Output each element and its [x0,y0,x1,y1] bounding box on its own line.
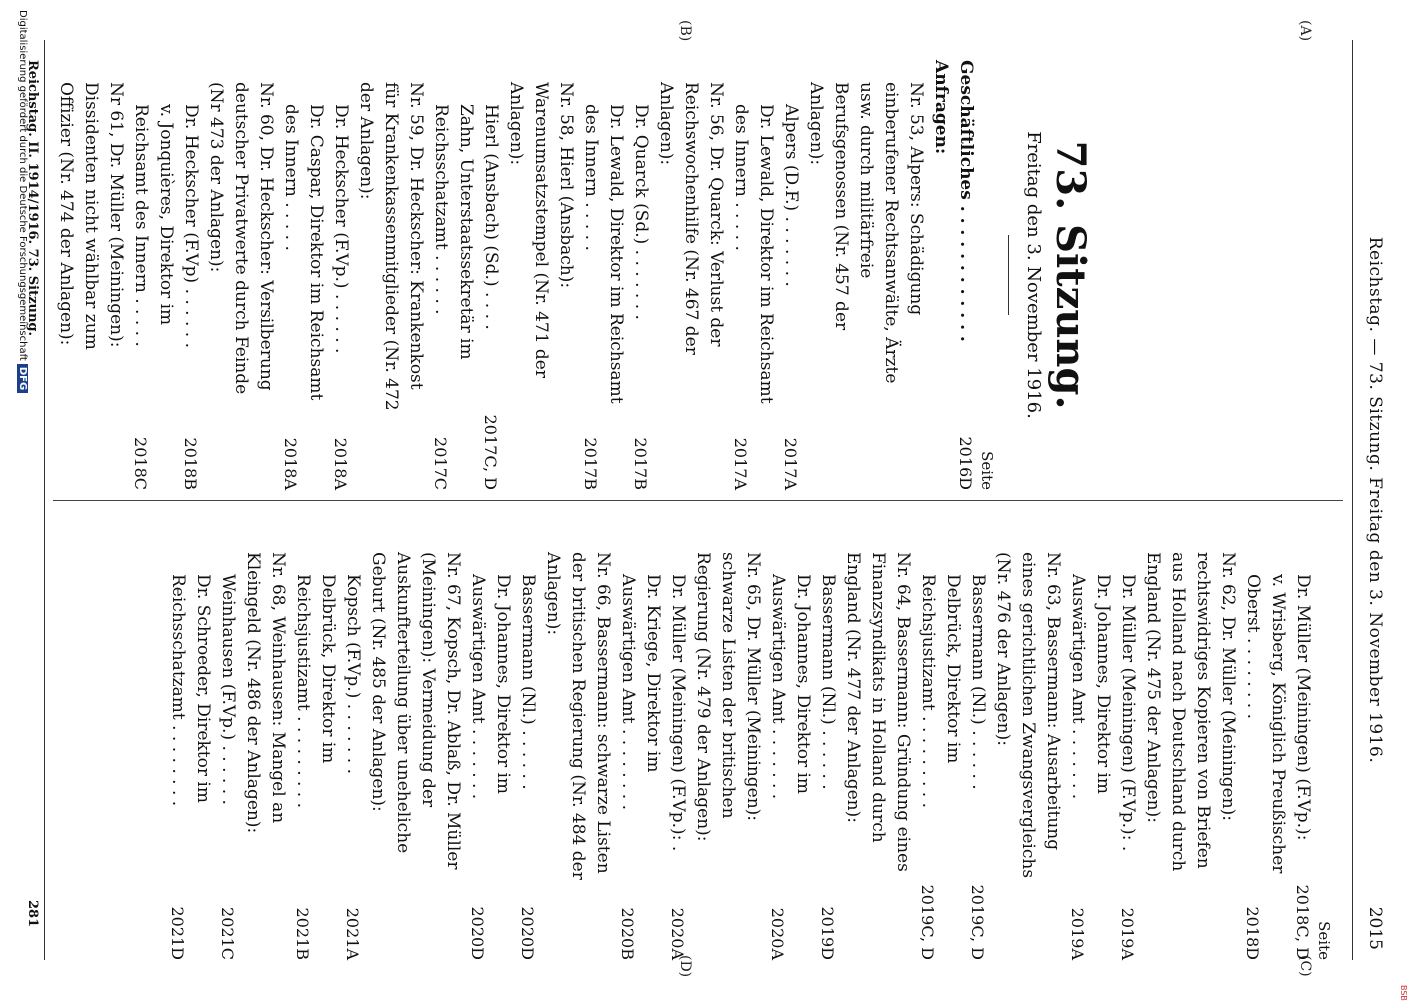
entry-text: Dr. Caspar, Direktor im Reichsamt des Innern . . . . . [281,104,326,401]
entry-text: Nr. 68, Weinhausen: Mangel an Kleingeld (Nr. 486 der Anlagen): [243,552,288,834]
left-entry [128,60,178,490]
entry-text: Nr. 53, Alpers: Schädigung einberufener Rechtsanwälte, Ärzte usw. durch militärfreie Berufsgenossen (Nr. 457 der Anlagen): [806,82,926,384]
page-header [1338,0,1413,1000]
entry-text: Delbrück, Direktor im Reichsjustizamt . . . . . . . . . [918,574,963,809]
entry-page-ref: 2021D [168,906,187,960]
right-entry [665,530,690,960]
entry-text: Dr. Kriege, Direktor im Auswärtigen Amt . . . . . . . . [618,574,663,811]
left-entry [728,60,778,490]
left-column [53,60,1333,490]
session-title: 73. Sitzung. [1047,140,1094,410]
right-entries [165,530,1315,960]
right-entry [215,530,240,960]
entry-page-ref: 2020D [518,906,537,960]
entry-text: Delbrück, Direktor im Reichsjustizamt . . . . . . . . . [293,574,338,809]
title-rule [1008,235,1009,315]
right-entry [515,530,540,960]
entry-page-ref: 2020B [618,907,637,960]
entry-text: Nr. 67, Kopsch, Dr. Ablaß, Dr. Müller (Meiningen): Vermeidung der Auskunfterteilung über uneheliche Geburt (Nr. 485 der Anlagen): [368,552,463,870]
seite-label-right: Seite [1315,921,1333,960]
left-entry [628,60,653,490]
entry-text: Nr. 62, Dr. Müller (Meiningen): rechtswidriges Kopieren von Briefen aus Holland nach Deutschland durch England (Nr. 475 der Anlagen): [1143,552,1238,872]
left-entry [803,60,928,490]
left-entries [53,60,978,490]
right-entry [340,530,365,960]
running-title: Reichstag. — 73. Sitzung. Freitag den 3. November 1916. [1365,236,1385,764]
left-entry [953,60,978,490]
entry-text: Nr 61, Dr. Müller (Meiningen): Dissidenten nicht wählbar zum Offizier (Nr. 474 der Anlagen): [56,82,126,350]
entry-page-ref: 2018D [1243,906,1262,960]
right-entry [615,530,665,960]
footer-rule [44,40,45,960]
margin-marker-d: (D) [677,955,693,978]
entry-page-ref: 2017C [431,437,450,490]
entry-page-ref: 2017B [631,437,650,490]
right-entry [1140,530,1240,960]
right-entry [1240,530,1290,960]
entry-text: Dr. Lewald, Direktor im Reichsamt des Innern . . . . . [581,104,626,404]
entry-text: Geschäftliches . . . . . . . . . . . . [956,60,976,342]
entry-text: Dr. Quarck (Sd.) . . . . . . . [631,104,651,320]
entry-text: Dr. Heckscher (F.Vp) . . . . . . [181,104,201,349]
left-entry [778,60,803,490]
left-entry [928,60,953,490]
entry-page-ref: 2018B [181,437,200,490]
right-entry [1290,530,1315,960]
entry-text: Nr. 58, Hierl (Ansbach): Warenumsatzstempel (Nr. 471 der Anlagen): [506,82,576,378]
session-date: Freitag den 3. November 1916. [1023,131,1044,419]
entry-text: Nr. 66, Bassermann: schwarze Listen der britischen Regierung (Nr. 484 der Anlagen): [543,552,613,880]
right-entry [915,530,965,960]
right-entry [840,530,915,960]
entry-text: Dr. Lewald, Direktor im Reichsamt des Innern . . . . . [731,104,776,404]
entry-text: Nr. 59, Dr. Heckscher: Krankenkost für Krankenkassenmitglieder (Nr. 472 der Anlagen): [356,82,426,411]
margin-marker-b: (B) [677,20,693,42]
entry-page-ref: 2018A [331,437,350,490]
entry-page-ref: 2018A [281,437,300,490]
entry-page-ref: 2020A [668,907,687,960]
entry-text: Dr. Müller (Meiningen) (F.Vp.): . [1118,574,1138,852]
right-entry [290,530,340,960]
right-entry [365,530,465,960]
column-divider [53,500,1343,501]
right-entry [765,530,815,960]
footer-right: 281 [25,900,40,928]
margin-marker-a: (A) [1297,20,1313,42]
right-entry [965,530,990,960]
right-entry [240,530,290,960]
entry-page-ref: 2018C [131,437,150,490]
left-entry [178,60,203,490]
entry-text: Nr. 63, Bassermann: Ausarbeitung eines gerichtlichen Zwangsvergleichs (Nr. 476 der Anlagen): [993,552,1063,879]
entry-text: Weinhausen (F.Vp.) . . . . . . [218,574,238,805]
left-entry [503,60,578,490]
footer-left: Reichstag. II. 1914/1916. 73. Sitzung. [25,60,40,337]
right-entry [465,530,515,960]
entry-text: Dr. Johannes, Direktor im Auswärtigen Amt . . . . . . . [468,574,513,800]
entry-page-ref: 2017C, D [481,414,500,490]
page-number: 2015 [1365,906,1385,950]
margin-marker-c: (C) [1297,955,1313,977]
left-entry [653,60,728,490]
entry-text: Bassermann (Nl.) . . . . . . [518,574,538,790]
entry-page-ref: 2021B [293,907,312,960]
right-entry [165,530,215,960]
entry-page-ref: 2016D [956,436,975,490]
entry-page-ref: 2018C, D [1293,884,1312,960]
right-entry [990,530,1065,960]
right-entry [1065,530,1115,960]
entry-text: Zahn, Unterstaatssekretär im Reichsschatzamt . . . . . . [431,104,476,360]
credit-text: Digitalisierung gefördert durch die Deutsche Forschungsgemeinschaft [17,10,28,361]
entry-page-ref: 2020A [768,907,787,960]
left-entry [353,60,428,490]
entry-page-ref: 2019A [1068,907,1087,960]
right-entry [1115,530,1140,960]
entry-text: Bassermann (Nl.) . . . . . . [968,574,988,790]
entry-text: Dr. Schroeder, Direktor im Reichsschatzamt . . . . . . . . [168,574,213,807]
entry-text: Nr. 60, Dr. Heckscher: Versilberung deutscher Privatwerte durch Feinde (Nr 473 der Anlagen): [206,82,276,395]
entry-page-ref: 2021A [343,907,362,960]
entry-text: Kopsch (F.Vp.) . . . . . . . [343,574,363,774]
left-entry [203,60,278,490]
right-entry [815,530,840,960]
right-entry [690,530,765,960]
entry-text: Dr. Müller (Meiningen) (F.Vp.): [1293,574,1313,841]
left-entry [278,60,328,490]
dfg-logo: DFG [17,364,28,393]
entry-text: Nr. 65, Dr. Müller (Meiningen): schwarze Listen der britischen Regierung (Nr. 479 der Anlagen): [693,552,763,842]
bsb-mark: BSB [1399,985,1408,1001]
entry-page-ref: 2021C [218,907,237,960]
entry-text: Nr. 64, Bassermann: Gründung eines Finanzsyndikats in Holland durch England (Nr. 477 der Anlagen): [843,552,913,872]
left-entry [328,60,353,490]
entry-text: Dr. Johannes, Direktor im Auswärtigen Amt . . . . . . . [768,574,813,800]
left-entry [578,60,628,490]
entry-text: v. Wrisberg, Königlich Preußischer Oberst . . . . . . . . [1243,574,1288,874]
entry-text: Dr. Müller (Meiningen) (F.Vp.): . [668,574,688,852]
digitization-credit [17,10,28,990]
left-entry [53,60,128,490]
entry-text: Alpers (D.F.) . . . . . . . [781,104,801,287]
entry-page-ref: 2019C, D [968,884,987,960]
entry-text: Hierl (Ansbach) (Sd.) . . . . [481,104,501,330]
right-entry [540,530,615,960]
left-entry [428,60,478,490]
entry-text: Anfragen: [931,60,951,155]
entry-text: Nr. 56, Dr. Quarck: Verlust der Reichswochenhilfe (Nr. 467 der Anlagen): [656,82,726,355]
right-column [165,530,1333,960]
entry-page-ref: 2020D [468,906,487,960]
header-rule [1352,40,1353,960]
entry-page-ref: 2017A [731,437,750,490]
entry-page-ref: 2017B [581,437,600,490]
entry-page-ref: 2019C, D [918,884,937,960]
left-entry [478,60,503,490]
seite-label-left: Seite [978,451,996,490]
entry-text: v. Jonquières, Direktor im Reichsamt des Innern . . . . . [131,104,176,347]
entry-text: Dr. Johannes, Direktor im Auswärtigen Amt . . . . . . . [1068,574,1113,800]
entry-text: Dr. Heckscher (F.Vp.) . . . . . . [331,104,351,354]
entry-page-ref: 2019D [818,906,837,960]
entry-page-ref: 2019A [1118,907,1137,960]
entry-text: Bassermann (Nl.) . . . . . . [818,574,838,790]
entry-page-ref: 2017A [781,437,800,490]
